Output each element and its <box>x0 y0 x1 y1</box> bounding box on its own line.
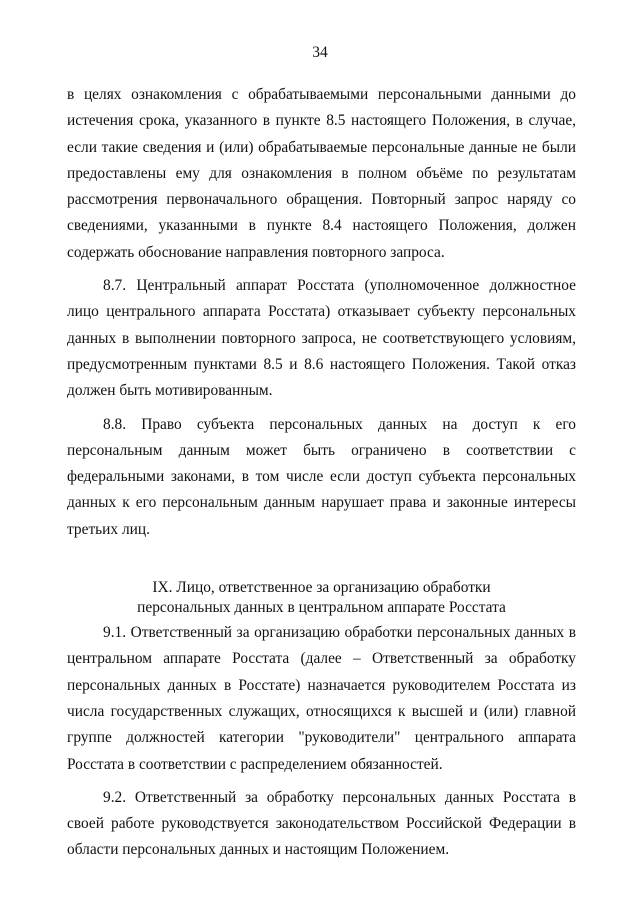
paragraph-continuation: в целях ознакомления с обрабатываемыми персональными данными до истечения срока, указанного в пункте 8.5 настоящего Положения, в случае, если такие сведения и (или) обрабатываемые персональные данные не были предоставлены ему для ознакомления в полном объёме по результатам рассмотрения первоначального обращения. Повторный запрос наряду со сведениями, указанными в пункте 8.4 настоящего Положения, должен содержать обоснование направления повторного запроса. <box>67 86 576 261</box>
section-ix-heading-line2: персональных данных в центральном аппарате Росстата <box>137 598 506 616</box>
paragraph-9-1: 9.1. Ответственный за организацию обработки персональных данных в центральном аппарате Росстата (далее – Ответственный за обработку персональных данных в Росстате) назначается руководителем Росстата из числа государственных служащих, относящихся к высшей и (или) главной группе должностей категории "руководители" центрального аппарата Росстата в соответствии с распределением обязанностей. <box>67 624 576 773</box>
document-body <box>67 82 576 864</box>
page-number: 34 <box>312 44 328 61</box>
section-ix-heading <box>67 578 576 617</box>
section-ix-heading-line1: IX. Лицо, ответственное за организацию обработки <box>152 579 491 597</box>
paragraph-9-2: 9.2. Ответственный за обработку персональных данных Росстата в своей работе руководствуется законодательством Российской Федерации в области персональных данных и настоящим Положением. <box>67 788 576 859</box>
paragraph-8-8: 8.8. Право субъекта персональных данных на доступ к его персональным данным может быть ограничено в соответствии с федеральными законами, в том числе если доступ субъекта персональных данных к его персональным данным нарушает права и законные интересы третьих лиц. <box>67 415 576 538</box>
paragraph-8-7: 8.7. Центральный аппарат Росстата (уполномоченное должностное лицо центрального аппарата Росстата) отказывает субъекту персональных данных в выполнении повторного запроса, не соответствующего условиям, предусмотренным пунктами 8.5 и 8.6 настоящего Положения. Такой отказ должен быть мотивированным. <box>67 277 576 400</box>
